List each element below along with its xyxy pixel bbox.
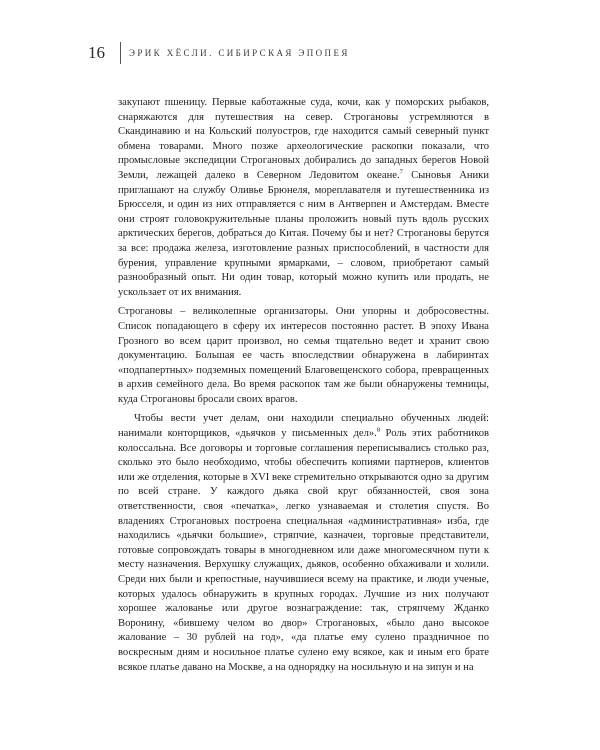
running-head: ЭРИК ХЁСЛИ. СИБИРСКАЯ ЭПОПЕЯ — [129, 48, 350, 58]
footnote-marker: 7 — [399, 168, 403, 176]
page-number: 16 — [88, 43, 105, 62]
paragraph-3 — [118, 412, 489, 675]
paragraph-text: Строгановы – великолепные организаторы. Они упорны и добросовестны. Список попадающего в сферу их интересов постоянно растет. В эпоху Ивана Грозного во всем царит произвол, но семья тщательно ведет и хранит свою документацию. Большая ее часть впоследствии обнаружена в лабиринтах «подпапертных» подземных помещений Благовещенского собора, превращенных в архив семейного дела. Во время раскопок там же были обнаружены темницы, куда Строгановы бросали своих врагов. — [118, 306, 489, 405]
paragraph-text: закупают пшеницу. Первые каботажные суда, кочи, как у поморских рыбаков, снаряжаются для путешествия на север. Строгановы устремляются в Скандинавию и на Кольский полуостров, где находится самый северный пункт обмена товарами. Много позже археологические раскопки показали, что промысловые экспедиции Строгановых добирались до западных берегов Новой Земли, лежащей далеко в Северном Ледовитом океане. — [118, 97, 489, 181]
paragraph-text: Роль этих работников колоссальна. Все договоры и торговые соглашения переписывались столько раз, сколько это было необходимо, чтобы обеспечить копиями партнеров, клиентов или же отделения, которые в XVI веке стремительно открываются одно за другим по всей стране. У каждого дьяка свой круг обязанностей, своя зона ответственности, своя «печатка», легко узнаваемая и столетия спустя. Во владениях Строгановых построена специальная «административная» изба, где находились «дьячки большие», стряпчие, казначеи, торговые представители, готовые сопровождать товары в многодневном или даже многомесячном пути к месту назначения. Верхушку служащих, дьяков, особенно обхаживали и холили. Среди них были и крепостные, научившиеся всему на практике, и люди ученые, которых удалось обнаружить в крупных городах. Лучшие из них получают хорошее жалованье или другое вознаграждение: так, стряпчему Жданко Воронину, «бившему челом во двор» Строгановых, «было дано высокое жалование – 30 рублей на год», «да платье ему сулено праздничное по воскресным дням и носильное платье сулено ему всякое, как и иным его брате всякое платье давано на Москве, а на однорядку на носильную и на зипун и на — [118, 428, 489, 673]
body-text — [118, 96, 489, 680]
paragraph-text: Чтобы вести учет делам, они находили специально обученных людей: нанимали конторщиков, «дьячков у письменных дел». — [118, 413, 489, 440]
header-divider — [120, 42, 121, 64]
page-header — [88, 40, 350, 66]
paragraph-text: Сыновья Аники приглашают на службу Оливье Брюнеля, мореплавателя и путешественника из Брюсселя, и один из них отправляется с ним в Антверпен и Амстердам. Вместе они строят головокружительные планы проложить новый путь вдоль русских арктических берегов, добраться до Китая. Почему бы и нет? Строгановы берутся за все: продажа железа, изготовление разных приспособлений, в частности для бурения, управление крупными ярмарками, – словом, приобретают самый разнообразный опыт. Ни один товар, который можно купить или продать, не ускользает от их внимания. — [118, 169, 489, 298]
paragraph-2 — [118, 305, 489, 407]
footnote-marker: 8 — [376, 426, 381, 434]
paragraph-1 — [118, 96, 489, 300]
